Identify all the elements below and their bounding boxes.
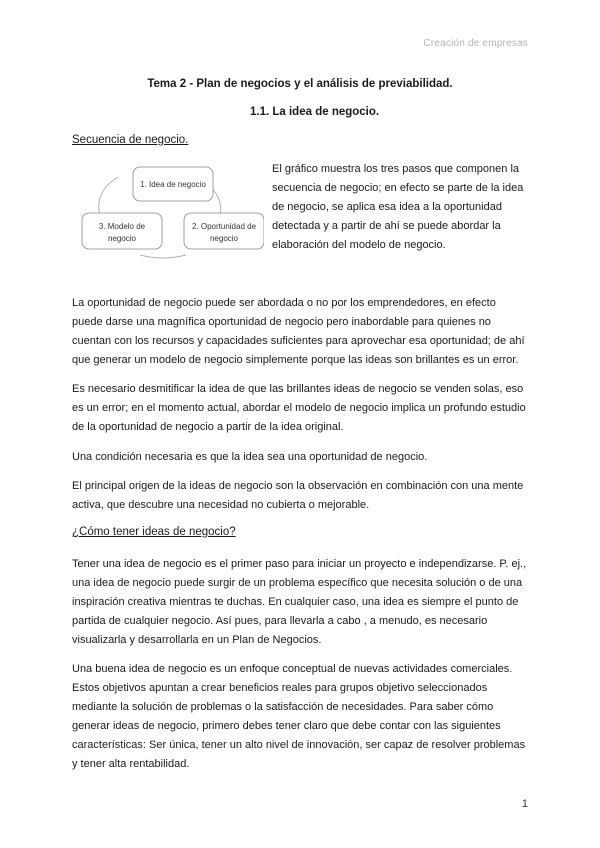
- paragraph-condition: Una condición necesaria es que la idea sea una oportunidad de negocio.: [72, 451, 428, 463]
- cycle-arc-bottom: [140, 255, 186, 258]
- page-number: 1: [521, 798, 528, 810]
- page-title: Tema 2 - Plan de negocios y el análisis de previabilidad.: [147, 78, 453, 90]
- step3-box: [82, 213, 162, 249]
- paragraph-demystify: Es necesario desmitificar la idea de que las brillantes ideas de negocio se venden solas, eso es un error; en el momento actual, abordar el modelo de negocio implica un profundo estudio de la oportunidad de negocio a partir de la idea original.: [72, 383, 526, 433]
- step1-label: 1. Idea de negocio: [140, 180, 206, 189]
- step3-label-line2: negocio: [107, 234, 137, 243]
- page-subtitle: 1.1. La idea de negocio.: [250, 106, 380, 118]
- step2-box: [184, 213, 264, 249]
- step2-label-line1: 2. Oportunidad de: [191, 222, 257, 231]
- diagram-description: El gráfico muestra los tres pasos que componen la secuencia de negocio; en efecto se parte de la idea de negocio, se aplica esa idea a la oportunidad detectada y a partir de ahí se puede abordar la elaboración del modelo de negocio.: [272, 163, 524, 251]
- section-heading-sequence: Secuencia de negocio.: [72, 134, 189, 146]
- step3-label-line1: 3. Modelo de: [98, 222, 146, 231]
- section-heading-ideas: ¿Cómo tener ideas de negocio?: [72, 526, 236, 538]
- paragraph-good-idea: Una buena idea de negocio es un enfoque conceptual de nuevas actividades comerciales. Estos objetivos apuntan a crear beneficios reales para grupos objetivo seleccionados mediante la solución de problemas o la satisfacción de necesidades. Para saber cómo generar ideas de negocio, primero debes tener claro que debe contar con las siguientes características: Ser única, tener un alto nivel de innovación, ser capaz de resolver problemas y tener alta rentabilidad.: [72, 663, 526, 770]
- business-sequence-diagram: [78, 155, 264, 265]
- document-header: Creación de empresas: [423, 38, 528, 49]
- paragraph-origin: El principal origen de la ideas de negocio son la observación en combinación con una mente activa, que descubre una necesidad no cubierta o mejorable.: [72, 480, 524, 511]
- paragraph-opportunity: La oportunidad de negocio puede ser abordada o no por los emprendedores, en efecto puede darse una magnífica oportunidad de negocio pero inabordable para quienes no cuentan con los recursos y capacidades suficientes para aprovechar esa oportunidad; de ahí que generar un modelo de negocio simplemente porque las ideas son brillantes es un error.: [72, 297, 525, 366]
- paragraph-having-ideas: Tener una idea de negocio es el primer paso para iniciar un proyecto e independizarse. P. ej., una idea de negocio puede surgir de un problema específico que necesita solución o de una inspiración creativa mientras te duchas. En cualquier caso, una idea es siempre el punto de partida de cualquier negocio. Así pues, para llevarla a cabo , a menudo, es necesario visualizarla y desarrollarla en un Plan de Negocios.: [72, 558, 527, 646]
- step2-label-line2: negocio: [209, 234, 239, 243]
